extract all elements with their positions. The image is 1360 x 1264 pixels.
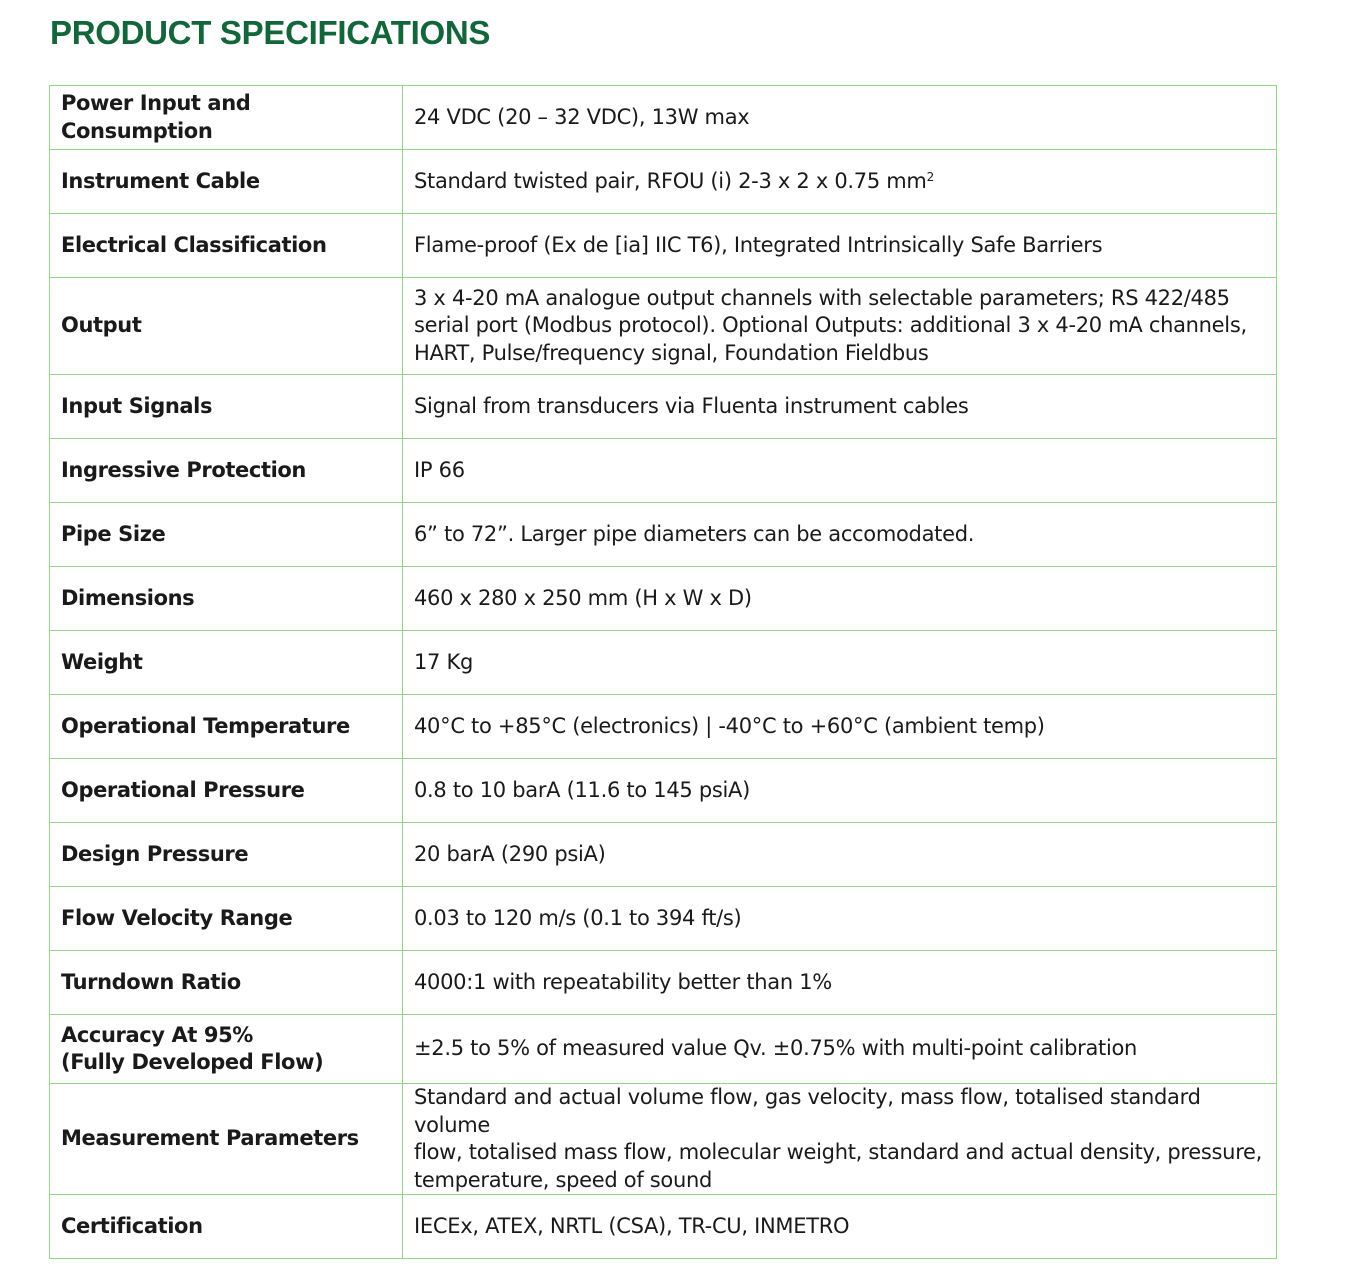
spec-value-text: ±2.5 to 5% of measured value Qv. ±0.75% with multi-point calibration	[414, 1036, 1138, 1061]
spec-value	[403, 759, 1277, 823]
spec-value-text: 460 x 280 x 250 mm (H x W x D)	[414, 585, 752, 610]
spec-value-line	[414, 340, 1265, 368]
spec-value-text: 17 Kg	[414, 649, 473, 674]
spec-label-line: Ingressive Protection	[61, 457, 306, 482]
spec-value-line	[414, 1213, 1265, 1241]
spec-value	[403, 375, 1277, 439]
spec-label	[50, 1015, 403, 1084]
spec-value	[403, 150, 1277, 214]
spec-value-line	[414, 969, 1265, 997]
spec-value-line	[414, 1167, 1265, 1195]
spec-row	[50, 214, 1277, 278]
unit-superscript: 2	[926, 169, 934, 184]
spec-label	[50, 567, 403, 631]
spec-value	[403, 887, 1277, 951]
spec-value	[403, 695, 1277, 759]
spec-label	[50, 823, 403, 887]
spec-label-line: Weight	[61, 649, 143, 674]
spec-value	[403, 1015, 1277, 1084]
spec-label	[50, 150, 403, 214]
spec-label-line: Design Pressure	[61, 841, 249, 866]
spec-value-line	[414, 1139, 1265, 1167]
spec-row	[50, 1195, 1277, 1259]
spec-label-line: Turndown Ratio	[61, 969, 241, 994]
spec-row	[50, 695, 1277, 759]
spec-row	[50, 631, 1277, 695]
spec-value-line	[414, 232, 1265, 260]
spec-label-line: Pipe Size	[61, 521, 166, 546]
spec-label-line: (Fully Developed Flow)	[61, 1050, 324, 1074]
spec-value	[403, 214, 1277, 278]
spec-row	[50, 567, 1277, 631]
spec-value-text: 3 x 4-20 mA analogue output channels with selectable parameters; RS 422/485	[414, 285, 1230, 310]
spec-label-line: Measurement Parameters	[61, 1126, 359, 1151]
spec-label	[50, 695, 403, 759]
spec-row	[50, 1084, 1277, 1195]
spec-value-line	[414, 457, 1265, 485]
spec-value-line	[414, 285, 1265, 313]
spec-row	[50, 150, 1277, 214]
spec-value	[403, 278, 1277, 375]
spec-label	[50, 86, 403, 150]
spec-label-line: Flow Velocity Range	[61, 905, 293, 930]
spec-row	[50, 86, 1277, 150]
spec-value-line	[414, 1035, 1265, 1063]
spec-value-line	[414, 777, 1265, 805]
spec-value-text: 0.03 to 120 m/s (0.1 to 394 ft/s)	[414, 905, 742, 930]
spec-value-text: 4000:1 with repeatability better than 1%	[414, 969, 832, 994]
spec-label	[50, 503, 403, 567]
spec-value-text: HART, Pulse/frequency signal, Foundation Fieldbus	[414, 340, 929, 365]
spec-value-text: serial port (Modbus protocol). Optional Outputs: additional 3 x 4-20 mA channels,	[414, 313, 1247, 338]
spec-label	[50, 951, 403, 1015]
spec-label-line: Instrument Cable	[61, 168, 260, 193]
spec-value-text: Standard twisted pair, RFOU (i) 2-3 x 2 x 0.75 mm	[414, 168, 927, 193]
spec-value	[403, 503, 1277, 567]
specifications-table-body	[50, 86, 1277, 1259]
spec-value-text: IECEx, ATEX, NRTL (CSA), TR-CU, INMETRO	[414, 1213, 850, 1238]
spec-label	[50, 214, 403, 278]
spec-value-text: 40°C to +85°C (electronics) | -40°C to +60°C (ambient temp)	[414, 713, 1045, 738]
spec-value-text: 24 VDC (20 – 32 VDC), 13W max	[414, 104, 750, 129]
spec-value	[403, 631, 1277, 695]
spec-value-text: flow, totalised mass flow, molecular weight, standard and actual density, pressure,	[414, 1140, 1263, 1164]
spec-value-line	[414, 312, 1265, 340]
spec-row	[50, 439, 1277, 503]
spec-row	[50, 759, 1277, 823]
spec-label	[50, 439, 403, 503]
spec-row	[50, 1015, 1277, 1084]
spec-row	[50, 503, 1277, 567]
spec-label-line: Accuracy At 95%	[61, 1022, 253, 1047]
spec-value-text: temperature, speed of sound	[414, 1167, 713, 1192]
spec-value-line	[414, 905, 1265, 933]
spec-row	[50, 823, 1277, 887]
spec-value-line	[414, 104, 1265, 132]
spec-value-line	[414, 168, 1265, 196]
spec-label-line: Electrical Classification	[61, 232, 327, 257]
spec-label-line: Power Input and Consumption	[61, 91, 251, 143]
spec-value-text: 0.8 to 10 barA (11.6 to 145 psiA)	[414, 777, 751, 802]
spec-value-text: IP 66	[414, 457, 465, 482]
spec-label	[50, 631, 403, 695]
spec-value-line	[414, 521, 1265, 549]
spec-value-line	[414, 841, 1265, 869]
spec-value	[403, 567, 1277, 631]
spec-value	[403, 1195, 1277, 1259]
spec-label	[50, 1195, 403, 1259]
spec-row	[50, 951, 1277, 1015]
spec-value-line	[414, 649, 1265, 677]
spec-value	[403, 1084, 1277, 1195]
spec-label	[50, 375, 403, 439]
spec-value-text: Standard and actual volume flow, gas velocity, mass flow, totalised standard volume	[414, 1085, 1201, 1137]
specifications-table	[49, 85, 1277, 1259]
spec-value-text: Signal from transducers via Fluenta instrument cables	[414, 393, 969, 418]
spec-value	[403, 951, 1277, 1015]
spec-value	[403, 439, 1277, 503]
spec-label-line: Dimensions	[61, 585, 195, 610]
page-title: PRODUCT SPECIFICATIONS	[50, 14, 491, 51]
spec-label-line: Operational Pressure	[61, 777, 305, 802]
spec-label-line: Output	[61, 313, 142, 338]
spec-row	[50, 375, 1277, 439]
spec-value-line	[414, 1084, 1265, 1139]
spec-label	[50, 1084, 403, 1195]
spec-value-line	[414, 713, 1265, 741]
spec-value	[403, 823, 1277, 887]
spec-row	[50, 887, 1277, 951]
spec-value-line	[414, 393, 1265, 421]
spec-value-text: 20 barA (290 psiA)	[414, 841, 606, 866]
spec-label	[50, 759, 403, 823]
spec-label	[50, 887, 403, 951]
spec-label-line: Certification	[61, 1213, 203, 1238]
spec-label-line: Operational Temperature	[61, 713, 350, 738]
spec-value-text: 6” to 72”. Larger pipe diameters can be accomodated.	[414, 521, 975, 546]
spec-label-line: Input Signals	[61, 393, 213, 418]
spec-row	[50, 278, 1277, 375]
spec-label	[50, 278, 403, 375]
spec-value	[403, 86, 1277, 150]
spec-value-text: Flame-proof (Ex de [ia] IIC T6), Integrated Intrinsically Safe Barriers	[414, 232, 1103, 257]
spec-value-line	[414, 585, 1265, 613]
